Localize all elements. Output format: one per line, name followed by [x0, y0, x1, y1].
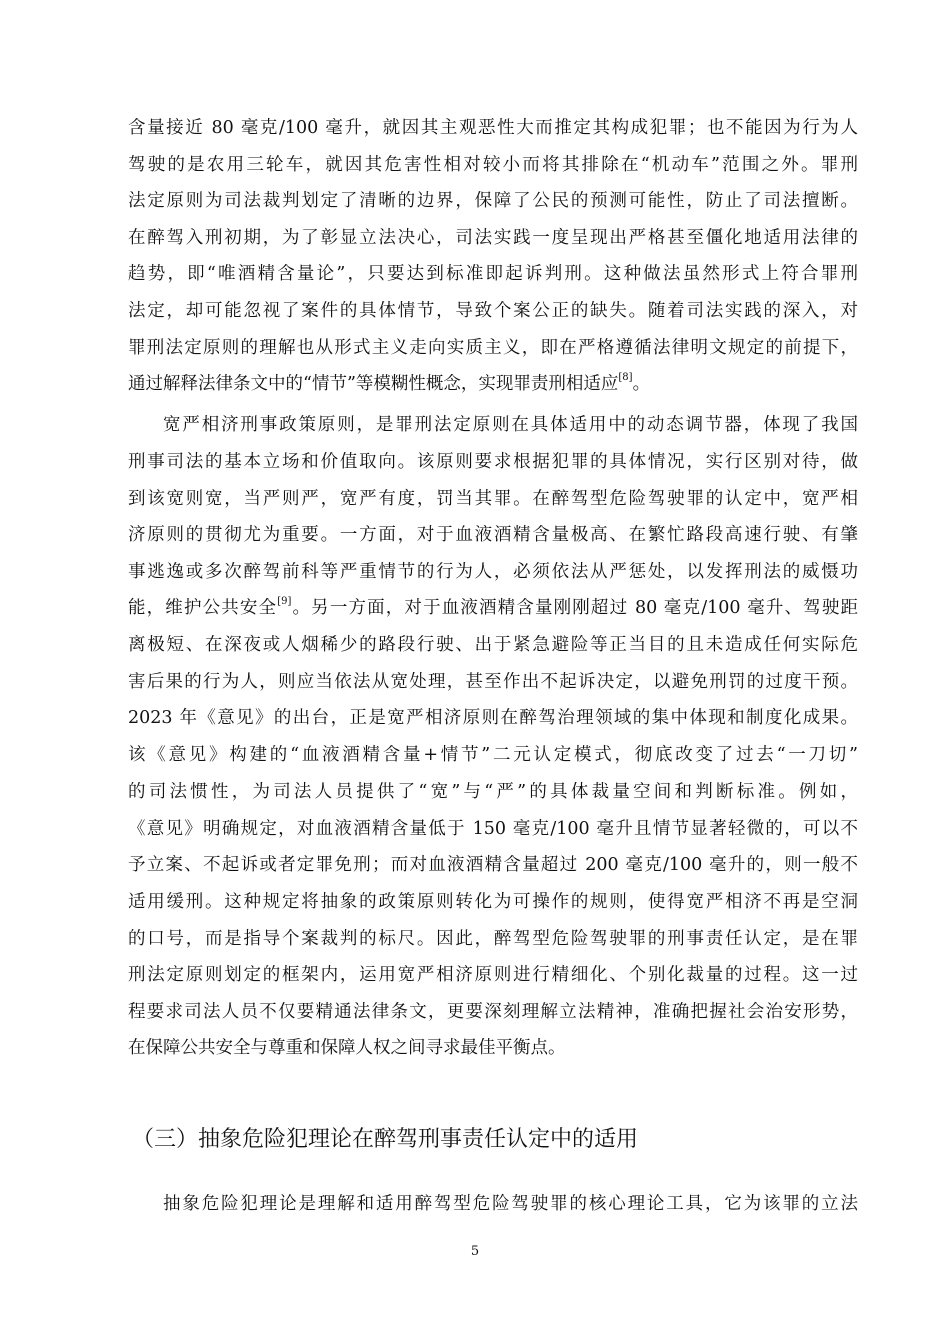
paragraph-2-line-6-post: 。另一方面，对于血液酒精含量刚刚超过 80 毫克/100 毫升、驾驶距: [291, 598, 858, 618]
paragraph-2-line-10: 该《意见》构建的“血液酒精含量+情节”二元认定模式，彻底改变了过去“一刀切”: [128, 745, 858, 765]
paragraph-2-line-4: 济原则的贯彻尤为重要。一方面，对于血液酒精含量极高、在繁忙路段高速行驶、有肇: [128, 525, 858, 545]
paragraph-1-line-3: 法定原则为司法裁判划定了清晰的边界，保障了公民的预测可能性，防止了司法擅断。: [128, 191, 858, 211]
paragraph-2-line-12: 《意见》明确规定，对血液酒精含量低于 150 毫克/100 毫升且情节显著轻微的，可以不: [128, 819, 858, 839]
paragraph-2-line-18: 在保障公共安全与尊重和保障人权之间寻求最佳平衡点。: [128, 1038, 566, 1058]
paragraph-1-line-5: 趋势，即“唯酒精含量论”，只要达到标准即起诉判刑。这种做法虽然形式上符合罪刑: [128, 264, 858, 284]
paragraph-2-line-7: 离极短、在深夜或人烟稀少的路段行驶、出于紧急避险等正当目的且未造成任何实际危: [128, 635, 858, 655]
paragraph-1-line-7: 罪刑法定原则的理解也从形式主义走向实质主义，即在严格遵循法律明文规定的前提下，: [128, 338, 858, 358]
paragraph-1-line-2: 驾驶的是农用三轮车，就因其危害性相对较小而将其排除在“机动车”范围之外。罪刑: [128, 155, 858, 175]
paragraph-2-line-6-pre: 能，维护公共安全: [128, 598, 278, 618]
paragraph-2-line-1: 宽严相济刑事政策原则，是罪刑法定原则在具体适用中的动态调节器，体现了我国: [163, 415, 858, 435]
paragraph-1-line-6: 法定，却可能忽视了案件的具体情节，导致个案公正的缺失。随着司法实践的深入，对: [128, 301, 858, 321]
paragraph-1-line-8-text: 通过解释法律条文中的“情节”等模糊性概念，实现罪责刑相适应: [128, 374, 619, 394]
citation-8: [8]: [618, 372, 633, 384]
paragraph-2-line-9: 2023 年《意见》的出台，正是宽严相济原则在醉驾治理领域的集中体现和制度化成果。: [128, 708, 858, 728]
citation-9: [9]: [277, 596, 292, 608]
paragraph-1-line-4: 在醉驾入刑初期，为了彰显立法决心，司法实践一度呈现出严格甚至僵化地适用法律的: [128, 228, 858, 248]
paragraph-2-line-2: 刑事司法的基本立场和价值取向。该原则要求根据犯罪的具体情况，实行区别对待，做: [128, 452, 858, 472]
paragraph-2-line-5: 事逃逸或多次醉驾前科等严重情节的行为人，必须依法从严惩处，以发挥刑法的威慑功: [128, 562, 858, 582]
paragraph-2-line-13: 予立案、不起诉或者定罪免刑；而对血液酒精含量超过 200 毫克/100 毫升的，则一般不: [128, 855, 858, 875]
paragraph-2-line-16: 刑法定原则划定的框架内，运用宽严相济原则进行精细化、个别化裁量的过程。这一过: [128, 965, 858, 985]
paragraph-1-line-8: [128, 372, 858, 396]
paragraph-1-line-1: 含量接近 80 毫克/100 毫升，就因其主观恶性大而推定其构成犯罪；也不能因为行为人: [128, 118, 858, 138]
paragraph-2-line-8: 害后果的行为人，则应当依法从宽处理，甚至作出不起诉决定，以避免刑罚的过度干预。: [128, 672, 858, 692]
paragraph-2-line-11: 的司法惯性，为司法人员提供了“宽”与“严”的具体裁量空间和判断标准。例如，: [128, 782, 858, 802]
paragraph-2-line-14: 适用缓刑。这种规定将抽象的政策原则转化为可操作的规则，使得宽严相济不再是空洞: [128, 892, 858, 912]
paragraph-2-line-15: 的口号，而是指导个案裁判的标尺。因此，醉驾型危险驾驶罪的刑事责任认定，是在罪: [128, 929, 858, 949]
paragraph-2-line-17: 程要求司法人员不仅要精通法律条文，更要深刻理解立法精神，准确把握社会治安形势，: [128, 1002, 858, 1022]
paragraph-2-line-6: [128, 596, 858, 620]
paragraph-3-line-1: 抽象危险犯理论是理解和适用醉驾型危险驾驶罪的核心理论工具，它为该罪的立法: [163, 1194, 858, 1214]
section-heading: （三）抽象危险犯理论在醉驾刑事责任认定中的适用: [132, 1127, 639, 1152]
page-number: 5: [470, 1244, 480, 1259]
paragraph-1-end-punct: 。: [632, 374, 651, 394]
paragraph-2-line-3: 到该宽则宽，当严则严，宽严有度，罚当其罪。在醉驾型危险驾驶罪的认定中，宽严相: [128, 489, 858, 509]
